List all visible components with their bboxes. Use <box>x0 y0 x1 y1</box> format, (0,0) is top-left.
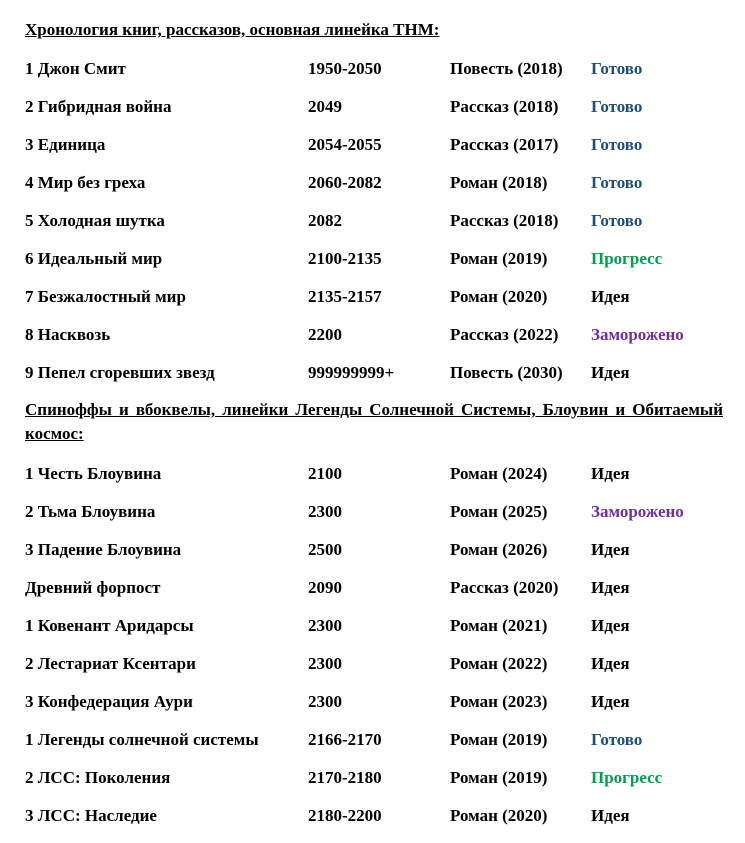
book-years: 2100-2135 <box>308 249 382 268</box>
book-years: 2090 <box>308 578 342 597</box>
section-heading-main-line: Хронология книг, рассказов, основная линейка ТНМ: <box>25 20 440 39</box>
book-years: 2135-2157 <box>308 287 382 306</box>
book-title: 2 Гибридная война <box>25 97 172 116</box>
book-title: 2 Тьма Блоувина <box>25 502 156 521</box>
book-status: Готово <box>591 211 643 230</box>
book-title: 2 ЛСС: Поколения <box>25 768 171 787</box>
book-years: 2100 <box>308 464 342 483</box>
book-years: 2082 <box>308 211 342 230</box>
book-years: 2054-2055 <box>308 135 382 154</box>
list-item <box>25 172 723 210</box>
book-title: 3 Единица <box>25 135 106 154</box>
book-status: Прогресс <box>591 768 663 787</box>
book-title: 2 Лестариат Ксентари <box>25 654 196 673</box>
book-status: Готово <box>591 135 643 154</box>
list-item <box>25 805 723 843</box>
book-years: 2060-2082 <box>308 173 382 192</box>
book-title: 3 Падение Блоувина <box>25 540 182 559</box>
book-status: Идея <box>591 363 630 382</box>
book-type: Рассказ (2018) <box>450 211 559 230</box>
book-status: Идея <box>591 464 630 483</box>
book-title: 1 Легенды солнечной системы <box>25 730 259 749</box>
book-title: 3 Конфедерация Аури <box>25 692 193 711</box>
list-item <box>25 96 723 134</box>
list-item <box>25 501 723 539</box>
book-status: Готово <box>591 730 643 749</box>
book-type: Рассказ (2022) <box>450 325 559 344</box>
book-status: Идея <box>591 616 630 635</box>
book-title: 1 Честь Блоувина <box>25 464 162 483</box>
book-years: 2180-2200 <box>308 806 382 825</box>
book-type: Роман (2020) <box>450 287 548 306</box>
book-type: Роман (2020) <box>450 806 548 825</box>
list-item <box>25 463 723 501</box>
book-status: Идея <box>591 287 630 306</box>
book-type: Роман (2026) <box>450 540 548 559</box>
book-years: 2300 <box>308 502 342 521</box>
book-title: 5 Холодная шутка <box>25 211 165 230</box>
list-item <box>25 286 723 324</box>
book-years: 2166-2170 <box>308 730 382 749</box>
book-status: Готово <box>591 97 643 116</box>
book-status: Идея <box>591 692 630 711</box>
list-item <box>25 134 723 172</box>
list-item <box>25 653 723 691</box>
book-type: Рассказ (2020) <box>450 578 559 597</box>
book-status: Прогресс <box>591 249 663 268</box>
book-status: Идея <box>591 578 630 597</box>
book-years: 2200 <box>308 325 342 344</box>
book-title: 1 Джон Смит <box>25 59 126 78</box>
book-years: 999999999+ <box>308 363 395 382</box>
list-item <box>25 362 723 400</box>
book-title: 1 Ковенант Аридарсы <box>25 616 194 635</box>
list-item <box>25 691 723 729</box>
book-type: Роман (2021) <box>450 616 548 635</box>
book-status: Заморожено <box>591 502 684 521</box>
book-years: 2300 <box>308 692 342 711</box>
book-status: Идея <box>591 806 630 825</box>
book-type: Роман (2019) <box>450 768 548 787</box>
list-item <box>25 729 723 767</box>
book-title: 6 Идеальный мир <box>25 249 163 268</box>
book-type: Роман (2022) <box>450 654 548 673</box>
book-type: Рассказ (2018) <box>450 97 559 116</box>
book-title: Древний форпост <box>25 578 161 597</box>
book-status: Идея <box>591 540 630 559</box>
book-type: Роман (2019) <box>450 249 548 268</box>
book-type: Повесть (2030) <box>450 363 563 382</box>
book-type: Рассказ (2017) <box>450 135 559 154</box>
book-type: Роман (2019) <box>450 730 548 749</box>
list-item <box>25 577 723 615</box>
book-years: 2300 <box>308 654 342 673</box>
book-status: Заморожено <box>591 325 684 344</box>
book-title: 8 Насквозь <box>25 325 111 344</box>
book-title: 7 Безжалостный мир <box>25 287 186 306</box>
book-status: Готово <box>591 173 643 192</box>
book-type: Роман (2025) <box>450 502 548 521</box>
book-type: Роман (2023) <box>450 692 548 711</box>
list-item <box>25 539 723 577</box>
book-status: Готово <box>591 59 643 78</box>
list-item <box>25 248 723 286</box>
book-years: 2300 <box>308 616 342 635</box>
book-title: 9 Пепел сгоревших звезд <box>25 363 215 382</box>
spinoffs-list <box>25 463 723 843</box>
book-title: 4 Мир без греха <box>25 173 146 192</box>
book-title: 3 ЛСС: Наследие <box>25 806 157 825</box>
list-item <box>25 58 723 96</box>
book-years: 1950-2050 <box>308 59 382 78</box>
main-line-list <box>25 58 723 400</box>
book-type: Роман (2024) <box>450 464 548 483</box>
book-type: Повесть (2018) <box>450 59 563 78</box>
list-item <box>25 615 723 653</box>
section-heading-spinoffs: Спиноффы и вбоквелы, линейки Легенды Солнечной Системы, Блоувин и Обитаемый космос: <box>25 400 723 443</box>
book-years: 2500 <box>308 540 342 559</box>
book-status: Идея <box>591 654 630 673</box>
list-item <box>25 324 723 362</box>
book-years: 2049 <box>308 97 342 116</box>
book-years: 2170-2180 <box>308 768 382 787</box>
book-type: Роман (2018) <box>450 173 548 192</box>
list-item <box>25 210 723 248</box>
list-item <box>25 767 723 805</box>
